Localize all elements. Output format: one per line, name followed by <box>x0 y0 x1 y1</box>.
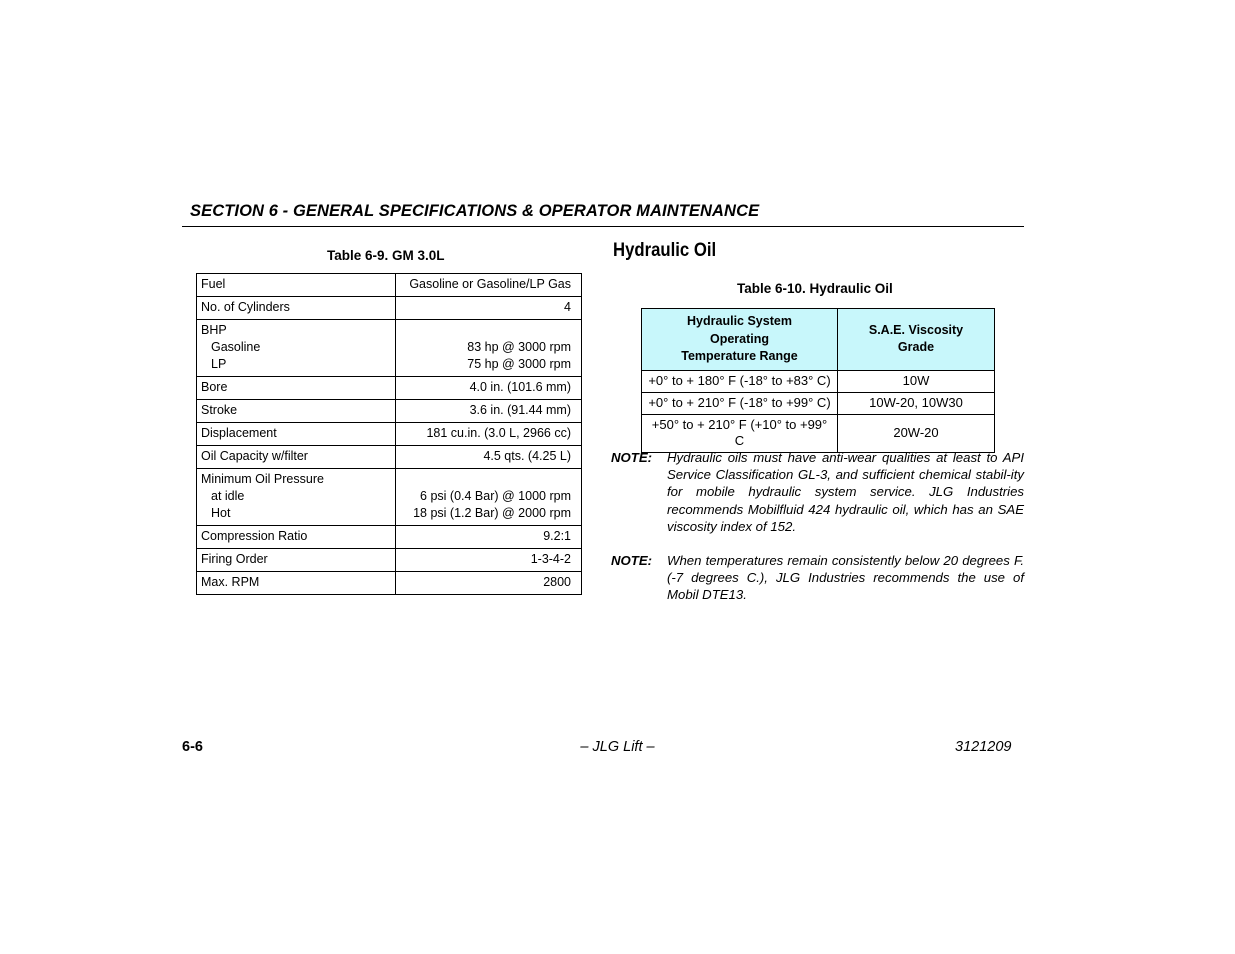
hydraulic-table-caption: Table 6-10. Hydraulic Oil <box>737 281 893 296</box>
spec-subvalue: 75 hp @ 3000 rpm <box>467 357 571 371</box>
spec-label: No. of Cylinders <box>197 297 396 320</box>
table-row <box>197 572 582 595</box>
table-row <box>642 392 995 414</box>
spec-label: Firing Order <box>197 549 396 572</box>
document-number: 3121209 <box>955 739 1012 755</box>
spec-value <box>396 320 582 377</box>
table-row <box>197 446 582 469</box>
header-line: Hydraulic System <box>687 314 792 328</box>
spec-label <box>197 469 396 526</box>
spec-label <box>197 320 396 377</box>
spec-label: Fuel <box>197 274 396 297</box>
temperature-range: +0° to + 210° F (-18° to +99° C) <box>642 392 838 414</box>
table-row <box>197 423 582 446</box>
gm-spec-table <box>196 273 582 595</box>
note-block <box>611 449 1024 535</box>
table-row <box>642 370 995 392</box>
temperature-range: +50° to + 210° F (+10° to +99° C <box>642 414 838 452</box>
spec-subvalue: 18 psi (1.2 Bar) @ 2000 rpm <box>413 506 571 520</box>
hydraulic-oil-heading: Hydraulic Oil <box>613 240 717 261</box>
viscosity-grade: 20W-20 <box>838 414 995 452</box>
spec-sublabel: at idle <box>211 489 245 503</box>
spec-label: Bore <box>197 377 396 400</box>
spec-label: Oil Capacity w/filter <box>197 446 396 469</box>
spec-value: 9.2:1 <box>396 526 582 549</box>
spec-subvalue: 6 psi (0.4 Bar) @ 1000 rpm <box>420 489 571 503</box>
table-row <box>197 377 582 400</box>
spec-sublabel: LP <box>211 357 227 371</box>
hydraulic-oil-table <box>641 308 995 453</box>
note-text: When temperatures remain consistently below 20 degrees F. (-7 degrees C.), JLG Industries recommends the use of Mobil DTE13. <box>667 553 1024 603</box>
temperature-range: +0° to + 180° F (-18° to +83° C) <box>642 370 838 392</box>
table-row <box>197 526 582 549</box>
spec-label-main: BHP <box>201 323 227 337</box>
note-block <box>611 552 1024 604</box>
header-line: S.A.E. Viscosity <box>868 322 964 337</box>
spec-sublabel: Hot <box>211 506 231 520</box>
spec-subvalue: 83 hp @ 3000 rpm <box>467 340 571 354</box>
spec-label: Stroke <box>197 400 396 423</box>
temperature-range-header <box>642 309 838 371</box>
header-line: Temperature Range <box>681 349 798 363</box>
table-row <box>197 549 582 572</box>
table-row <box>197 320 582 377</box>
table-row <box>642 414 995 452</box>
section-divider <box>182 226 1024 227</box>
spec-label: Max. RPM <box>197 572 396 595</box>
spec-value: 4 <box>396 297 582 320</box>
spec-value: 4.0 in. (101.6 mm) <box>396 377 582 400</box>
page-number: 6-6 <box>182 739 203 755</box>
spec-label-main: Minimum Oil Pressure <box>201 472 324 486</box>
header-line: Operating <box>709 331 770 346</box>
spec-sublabel: Gasoline <box>211 340 261 354</box>
table-row <box>197 469 582 526</box>
table-row <box>197 400 582 423</box>
spec-value <box>396 469 582 526</box>
viscosity-grade: 10W <box>838 370 995 392</box>
viscosity-grade: 10W-20, 10W30 <box>838 392 995 414</box>
gm-table-caption: Table 6-9. GM 3.0L <box>327 248 445 263</box>
table-row <box>197 297 582 320</box>
spec-value: 3.6 in. (91.44 mm) <box>396 400 582 423</box>
spec-value: 4.5 qts. (4.25 L) <box>396 446 582 469</box>
spec-value: 1-3-4-2 <box>396 549 582 572</box>
table-header-row <box>642 309 995 371</box>
header-line: Grade <box>897 340 935 355</box>
footer-center: – JLG Lift – <box>580 739 655 755</box>
spec-value: Gasoline or Gasoline/LP Gas <box>396 274 582 297</box>
note-label: NOTE: <box>611 553 653 568</box>
note-text: Hydraulic oils must have anti-wear qualities at least to API Service Classification GL-3, and sufficient chemical stabil-ity for mobile hydraulic system service. JLG Industries recommends Mobilfluid 424 hydraulic oil, which has an SAE viscosity index of 152. <box>667 450 1024 534</box>
viscosity-grade-header <box>838 309 995 371</box>
spec-value: 2800 <box>396 572 582 595</box>
spec-label: Compression Ratio <box>197 526 396 549</box>
spec-label: Displacement <box>197 423 396 446</box>
section-title: SECTION 6 - GENERAL SPECIFICATIONS & OPERATOR MAINTENANCE <box>190 202 760 220</box>
table-row <box>197 274 582 297</box>
note-label: NOTE: <box>611 450 653 465</box>
spec-value: 181 cu.in. (3.0 L, 2966 cc) <box>396 423 582 446</box>
